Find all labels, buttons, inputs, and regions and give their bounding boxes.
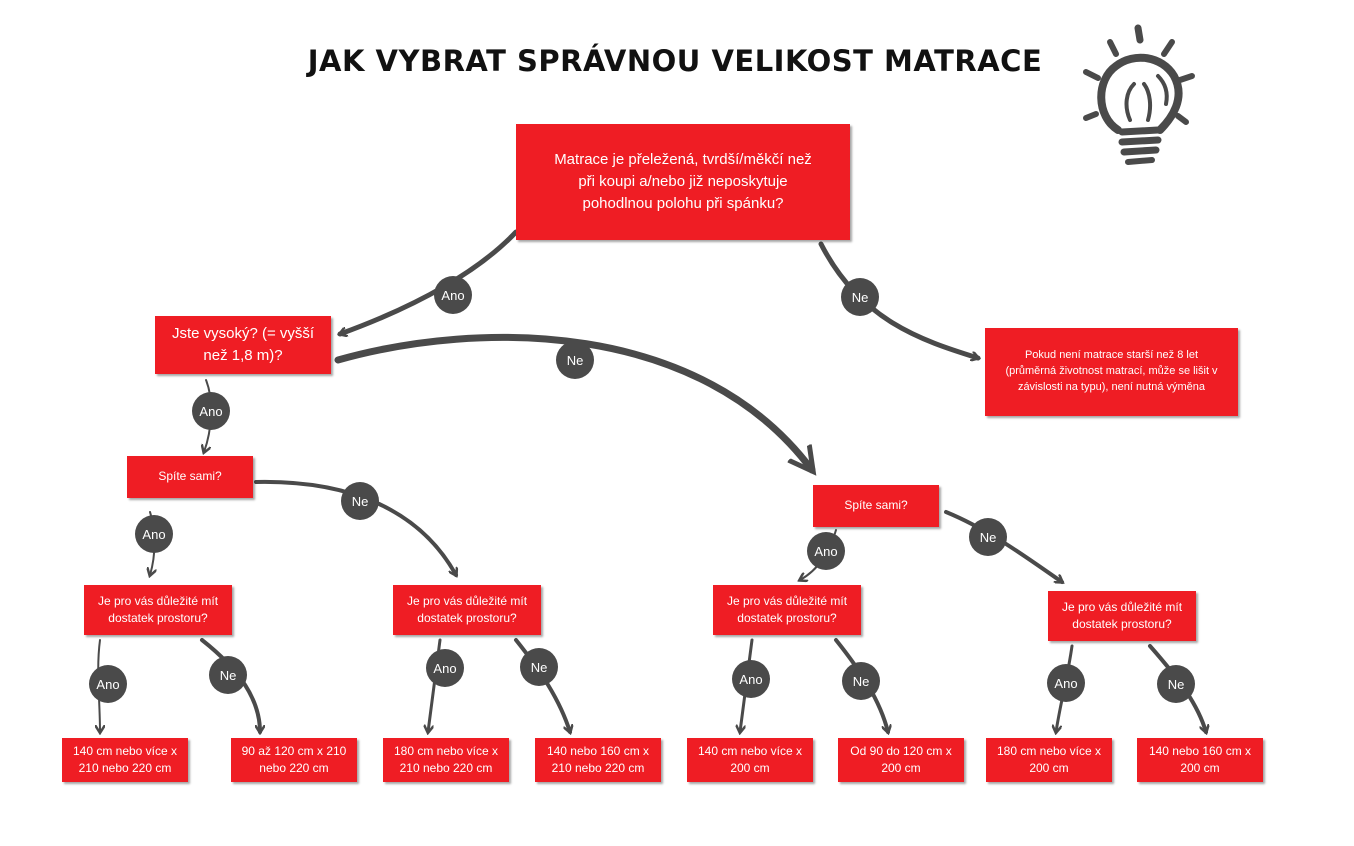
node-space-3: Je pro vás důležité mít dostatek prostoru? <box>713 585 861 635</box>
label-tall-yes: Ano <box>192 392 230 430</box>
node-result-4: 140 nebo 160 cm x 210 nebo 220 cm <box>535 738 661 782</box>
node-result-1: 140 cm nebo více x 210 nebo 220 cm <box>62 738 188 782</box>
node-result-7: 180 cm nebo více x 200 cm <box>986 738 1112 782</box>
label-alone-right-yes: Ano <box>807 532 845 570</box>
label-space4-yes: Ano <box>1047 664 1085 702</box>
node-result-2: 90 až 120 cm x 210 nebo 220 cm <box>231 738 357 782</box>
page-title: JAK VYBRAT SPRÁVNOU VELIKOST MATRACE <box>307 44 1043 78</box>
label-space2-yes: Ano <box>426 649 464 687</box>
node-space-4: Je pro vás důležité mít dostatek prostoru? <box>1048 591 1196 641</box>
arrow-root-yes <box>340 232 516 334</box>
node-tall: Jste vysoký? (= vyšší než 1,8 m)? <box>155 316 331 374</box>
label-alone-left-no: Ne <box>341 482 379 520</box>
node-space-2: Je pro vás důležité mít dostatek prostoru? <box>393 585 541 635</box>
node-result-6: Od 90 do 120 cm x 200 cm <box>838 738 964 782</box>
label-root-yes: Ano <box>434 276 472 314</box>
node-root: Matrace je přeležená, tvrdší/měkčí než při koupi a/nebo již neposkytuje pohodlnou polohu při spánku? <box>516 124 850 240</box>
label-tall-no: Ne <box>556 341 594 379</box>
node-result-5: 140 cm nebo více x 200 cm <box>687 738 813 782</box>
node-space-1: Je pro vás důležité mít dostatek prostoru? <box>84 585 232 635</box>
label-space3-no: Ne <box>842 662 880 700</box>
label-root-no: Ne <box>841 278 879 316</box>
node-alone-right: Spíte sami? <box>813 485 939 527</box>
label-space1-no: Ne <box>209 656 247 694</box>
label-alone-left-yes: Ano <box>135 515 173 553</box>
node-result-8: 140 nebo 160 cm x 200 cm <box>1137 738 1263 782</box>
label-alone-right-no: Ne <box>969 518 1007 556</box>
label-space3-yes: Ano <box>732 660 770 698</box>
node-no-change: Pokud není matrace starší než 8 let (průměrná životnost matrací, může se lišit v závislosti na typu), není nutná výměna <box>985 328 1238 416</box>
label-space4-no: Ne <box>1157 665 1195 703</box>
node-result-3: 180 cm nebo více x 210 nebo 220 cm <box>383 738 509 782</box>
label-space1-yes: Ano <box>89 665 127 703</box>
node-alone-left: Spíte sami? <box>127 456 253 498</box>
label-space2-no: Ne <box>520 648 558 686</box>
